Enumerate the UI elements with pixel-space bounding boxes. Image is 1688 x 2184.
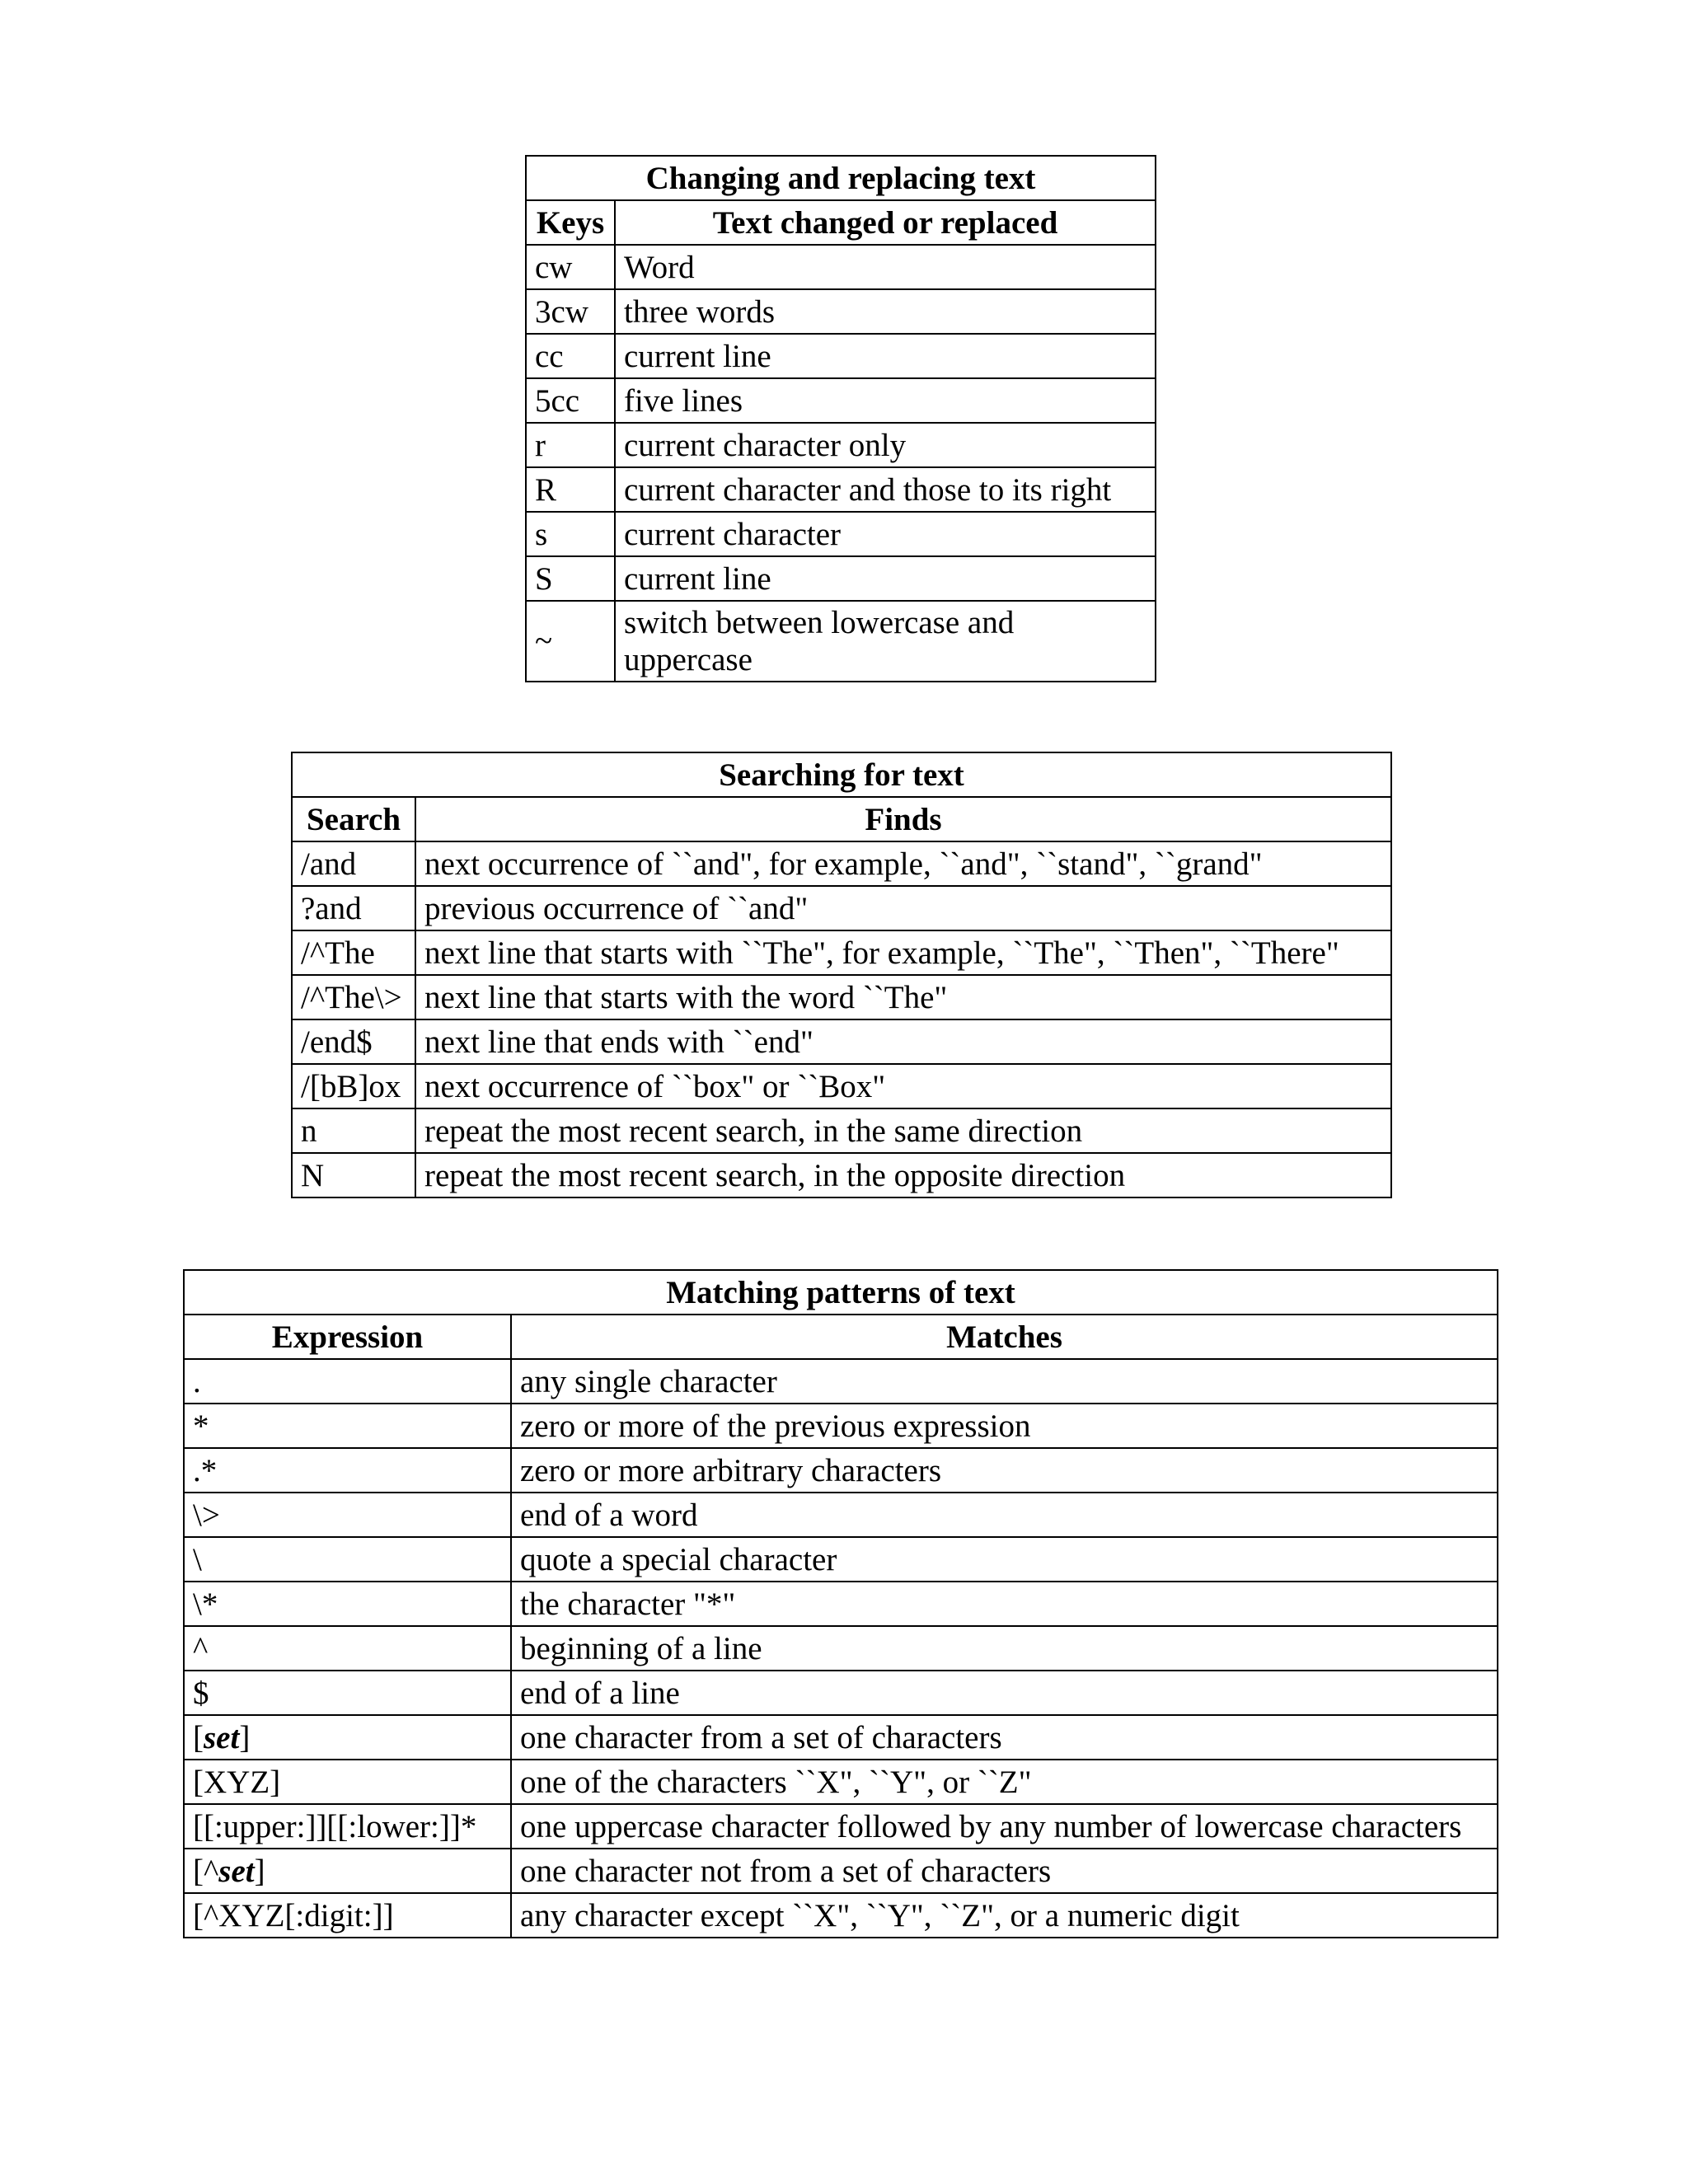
matches-cell: any character except ``X", ``Y", ``Z", or a numeric digit — [511, 1893, 1498, 1938]
expression-cell: [set] — [184, 1715, 511, 1760]
description-cell: current line — [615, 334, 1156, 378]
matches-cell: beginning of a line — [511, 1626, 1498, 1671]
column-header: Matches — [511, 1315, 1498, 1359]
matches-cell: any single character — [511, 1359, 1498, 1404]
table-row — [184, 1715, 1498, 1760]
key-cell: s — [526, 512, 615, 556]
search-cell: ?and — [292, 886, 415, 930]
description-cell: three words — [615, 289, 1156, 334]
search-cell: N — [292, 1153, 415, 1197]
expression-cell: ^ — [184, 1626, 511, 1671]
placeholder-set: set — [218, 1853, 255, 1889]
key-cell: cw — [526, 245, 615, 289]
description-cell: current character — [615, 512, 1156, 556]
key-cell: 3cw — [526, 289, 615, 334]
description-cell: current character and those to its right — [615, 467, 1156, 512]
description-cell: Word — [615, 245, 1156, 289]
table-title-row — [292, 752, 1391, 797]
expression-cell: . — [184, 1359, 511, 1404]
column-header: Search — [292, 797, 415, 841]
finds-cell: repeat the most recent search, in the opposite direction — [415, 1153, 1391, 1197]
key-cell: ~ — [526, 601, 615, 682]
table-row — [184, 1893, 1498, 1938]
search-cell: /end$ — [292, 1019, 415, 1064]
searching-text-table — [291, 752, 1392, 1198]
table-row — [526, 423, 1156, 467]
search-cell: /^The\> — [292, 975, 415, 1019]
table-row — [526, 334, 1156, 378]
search-cell: /and — [292, 841, 415, 886]
search-cell: /^The — [292, 930, 415, 975]
table-title-row — [184, 1270, 1498, 1315]
finds-cell: next line that starts with the word ``The" — [415, 975, 1391, 1019]
matches-cell: zero or more arbitrary characters — [511, 1448, 1498, 1493]
table-header-row — [292, 797, 1391, 841]
table-row — [184, 1448, 1498, 1493]
table-row — [292, 1108, 1391, 1153]
table-row — [184, 1671, 1498, 1715]
table-row — [292, 1064, 1391, 1108]
table-row — [292, 1153, 1391, 1197]
expression-cell: [^XYZ[:digit:]] — [184, 1893, 511, 1938]
column-header: Keys — [526, 200, 615, 245]
finds-cell: next occurrence of ``box" or ``Box" — [415, 1064, 1391, 1108]
table-row — [526, 289, 1156, 334]
matches-cell: end of a line — [511, 1671, 1498, 1715]
expression-cell: \ — [184, 1537, 511, 1582]
finds-cell: next occurrence of ``and", for example, ``and", ``stand", ``grand" — [415, 841, 1391, 886]
matches-cell: one uppercase character followed by any number of lowercase characters — [511, 1804, 1498, 1849]
expression-cell: $ — [184, 1671, 511, 1715]
expression-cell: \* — [184, 1582, 511, 1626]
matches-cell: one character from a set of characters — [511, 1715, 1498, 1760]
description-cell: switch between lowercase and uppercase — [615, 601, 1156, 682]
table-row — [184, 1359, 1498, 1404]
placeholder-set: set — [204, 1719, 240, 1755]
table-row — [292, 886, 1391, 930]
matches-cell: quote a special character — [511, 1537, 1498, 1582]
table-row — [292, 930, 1391, 975]
column-header: Finds — [415, 797, 1391, 841]
matches-cell: the character "*" — [511, 1582, 1498, 1626]
table-row — [184, 1404, 1498, 1448]
finds-cell: previous occurrence of ``and" — [415, 886, 1391, 930]
table-row — [184, 1760, 1498, 1804]
finds-cell: next line that starts with ``The", for example, ``The", ``Then", ``There" — [415, 930, 1391, 975]
table-header-row — [184, 1315, 1498, 1359]
finds-cell: next line that ends with ``end" — [415, 1019, 1391, 1064]
table-row — [184, 1626, 1498, 1671]
table-row — [526, 245, 1156, 289]
table-row — [526, 512, 1156, 556]
column-header: Text changed or replaced — [615, 200, 1156, 245]
key-cell: r — [526, 423, 615, 467]
changing-text-table — [525, 155, 1156, 682]
description-cell: current character only — [615, 423, 1156, 467]
table-row — [184, 1537, 1498, 1582]
matches-cell: one character not from a set of characters — [511, 1849, 1498, 1893]
table-row — [526, 467, 1156, 512]
table-row — [184, 1493, 1498, 1537]
expression-cell: .* — [184, 1448, 511, 1493]
table-title: Searching for text — [292, 752, 1391, 797]
table-title: Matching patterns of text — [184, 1270, 1498, 1315]
matches-cell: end of a word — [511, 1493, 1498, 1537]
table-row — [184, 1582, 1498, 1626]
matches-cell: zero or more of the previous expression — [511, 1404, 1498, 1448]
search-cell: /[bB]ox — [292, 1064, 415, 1108]
table-row — [184, 1849, 1498, 1893]
table-row — [292, 975, 1391, 1019]
matching-patterns-table — [183, 1269, 1498, 1938]
expression-cell: [XYZ] — [184, 1760, 511, 1804]
table-row — [292, 841, 1391, 886]
matches-cell: one of the characters ``X", ``Y", or ``Z" — [511, 1760, 1498, 1804]
expression-cell: \> — [184, 1493, 511, 1537]
key-cell: R — [526, 467, 615, 512]
key-cell: S — [526, 556, 615, 601]
table-row — [526, 601, 1156, 682]
expression-cell: [[:upper:]][[:lower:]]* — [184, 1804, 511, 1849]
table-title-row — [526, 156, 1156, 200]
table-title: Changing and replacing text — [526, 156, 1156, 200]
description-cell: five lines — [615, 378, 1156, 423]
search-cell: n — [292, 1108, 415, 1153]
table-row — [526, 378, 1156, 423]
expression-cell: [^set] — [184, 1849, 511, 1893]
key-cell: cc — [526, 334, 615, 378]
expression-cell: * — [184, 1404, 511, 1448]
table-row — [526, 556, 1156, 601]
key-cell: 5cc — [526, 378, 615, 423]
table-row — [184, 1804, 1498, 1849]
table-row — [292, 1019, 1391, 1064]
description-cell: current line — [615, 556, 1156, 601]
finds-cell: repeat the most recent search, in the same direction — [415, 1108, 1391, 1153]
column-header: Expression — [184, 1315, 511, 1359]
table-header-row — [526, 200, 1156, 245]
